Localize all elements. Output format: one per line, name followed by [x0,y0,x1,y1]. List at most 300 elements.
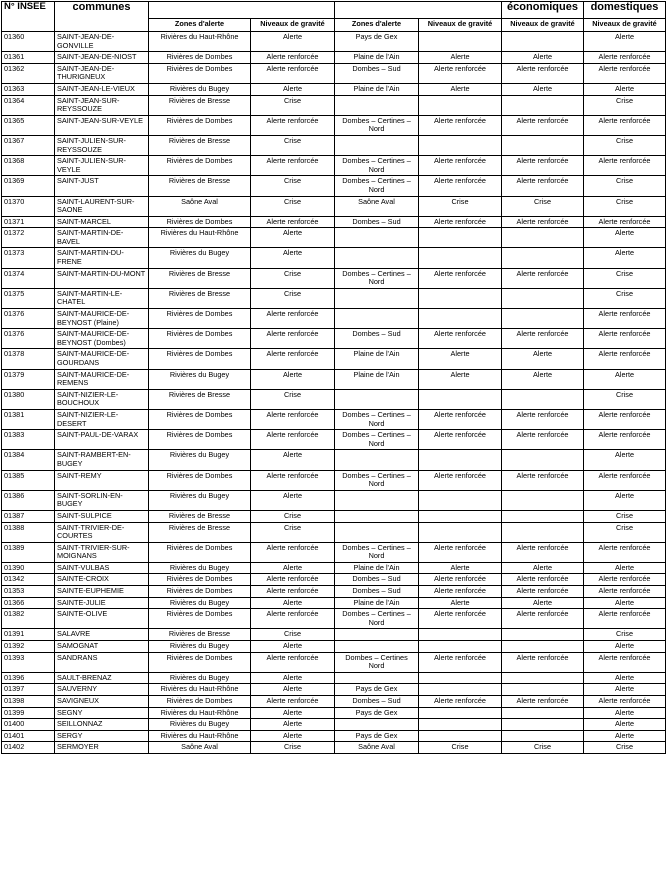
table-row [2,329,666,349]
cell-niveau-1: Alerte [251,719,335,731]
table-row [2,268,666,288]
cell-niveau-1: Crise [251,389,335,409]
table-row [2,309,666,329]
cell-code: 01387 [2,510,55,522]
cell-niveau-1: Alerte renforcée [251,652,335,672]
cell-domestiques: Crise [584,176,666,196]
cell-code: 01361 [2,52,55,64]
table-row [2,609,666,629]
cell-niveau-2 [419,510,502,522]
cell-economiques: Alerte renforcée [502,609,584,629]
table-row [2,574,666,586]
table-row [2,216,666,228]
cell-zone-1: Rivières du Bugey [149,719,251,731]
cell-zone-2 [335,641,419,653]
cell-code: 01389 [2,542,55,562]
cell-domestiques: Alerte [584,597,666,609]
cell-domestiques: Alerte [584,730,666,742]
cell-domestiques: Crise [584,288,666,308]
table-row [2,742,666,754]
table-row [2,719,666,731]
cell-zone-1: Rivières de Dombes [149,430,251,450]
cell-niveau-2: Alerte renforcée [419,652,502,672]
cell-zone-1: Rivières de Bresse [149,176,251,196]
header-niveaux-3: Niveaux de gravité [502,19,584,32]
cell-code: 01371 [2,216,55,228]
cell-zone-1: Rivières de Bresse [149,522,251,542]
cell-domestiques: Crise [584,196,666,216]
cell-zone-2: Dombes – Certines Nord [335,652,419,672]
cell-zone-2: Pays de Gex [335,730,419,742]
cell-economiques: Alerte renforcée [502,586,584,598]
cell-zone-1: Rivières du Haut-Rhône [149,707,251,719]
cell-niveau-2: Alerte renforcée [419,609,502,629]
cell-niveau-2 [419,730,502,742]
cell-niveau-1: Alerte renforcée [251,586,335,598]
cell-domestiques: Alerte [584,562,666,574]
cell-domestiques: Alerte [584,369,666,389]
cell-economiques: Crise [502,742,584,754]
cell-niveau-1: Alerte [251,32,335,52]
cell-economiques: Alerte renforcée [502,470,584,490]
table-row [2,652,666,672]
cell-domestiques: Alerte renforcée [584,542,666,562]
cell-niveau-2: Alerte renforcée [419,216,502,228]
cell-niveau-1: Alerte renforcée [251,309,335,329]
cell-economiques [502,629,584,641]
cell-economiques [502,641,584,653]
cell-zone-1: Rivières du Haut-Rhône [149,684,251,696]
table-body [2,32,666,754]
cell-zone-2: Dombes – Certines – Nord [335,156,419,176]
cell-zone-2: Dombes – Certines – Nord [335,542,419,562]
cell-zone-2 [335,490,419,510]
cell-niveau-2: Crise [419,196,502,216]
table-row [2,586,666,598]
cell-zone-1: Saône Aval [149,196,251,216]
cell-commune: SAINTE-EUPHEMIE [55,586,149,598]
cell-domestiques: Alerte [584,684,666,696]
cell-commune: SEGNY [55,707,149,719]
cell-niveau-2 [419,389,502,409]
cell-niveau-2 [419,228,502,248]
cell-zone-2 [335,510,419,522]
cell-niveau-2: Alerte [419,562,502,574]
cell-niveau-2 [419,522,502,542]
cell-economiques [502,510,584,522]
cell-niveau-2: Alerte [419,349,502,369]
cell-domestiques: Alerte renforcée [584,574,666,586]
cell-domestiques: Alerte [584,450,666,470]
table-row [2,115,666,135]
header-domestiques: domestiques [584,2,666,19]
cell-domestiques: Alerte renforcée [584,430,666,450]
table-row [2,430,666,450]
header-insee: N° INSEE [2,2,55,32]
cell-code: 01393 [2,652,55,672]
cell-economiques [502,389,584,409]
table-row [2,156,666,176]
cell-economiques: Alerte renforcée [502,542,584,562]
cell-niveau-2: Alerte renforcée [419,115,502,135]
cell-zone-1: Rivières de Dombes [149,216,251,228]
cell-zone-1: Rivières de Bresse [149,95,251,115]
cell-code: 01382 [2,609,55,629]
cell-niveau-1: Alerte renforcée [251,542,335,562]
cell-domestiques: Alerte [584,248,666,268]
cell-niveau-2 [419,719,502,731]
table-row [2,450,666,470]
cell-niveau-1: Crise [251,288,335,308]
cell-code: 01353 [2,586,55,598]
cell-code: 01367 [2,135,55,155]
cell-zone-1: Rivières de Bresse [149,268,251,288]
cell-niveau-1: Alerte [251,228,335,248]
cell-niveau-1: Crise [251,522,335,542]
cell-economiques: Alerte renforcée [502,156,584,176]
cell-economiques: Alerte renforcée [502,409,584,429]
cell-commune: SAINT-NIZIER-LE-BOUCHOUX [55,389,149,409]
cell-zone-1: Rivières de Dombes [149,156,251,176]
cell-commune: SAINT-JEAN-DE-THURIGNEUX [55,63,149,83]
cell-domestiques: Crise [584,522,666,542]
header-niveaux-2: Niveaux de gravité [419,19,502,32]
cell-zone-2 [335,389,419,409]
cell-zone-2: Dombes – Certines – Nord [335,470,419,490]
header-group-3 [149,2,335,19]
cell-niveau-2: Alerte renforcée [419,696,502,708]
table-row [2,641,666,653]
cell-economiques: Alerte [502,597,584,609]
cell-commune: SAMOGNAT [55,641,149,653]
cell-niveau-1: Crise [251,135,335,155]
cell-commune: SAUVERNY [55,684,149,696]
table-row [2,349,666,369]
cell-domestiques: Alerte [584,719,666,731]
cell-domestiques: Alerte renforcée [584,63,666,83]
cell-zone-2: Dombes – Sud [335,586,419,598]
cell-economiques [502,684,584,696]
cell-niveau-1: Crise [251,176,335,196]
table-row [2,707,666,719]
cell-niveau-2 [419,707,502,719]
cell-zone-1: Rivières de Dombes [149,470,251,490]
header-communes: communes [55,2,149,32]
table-row [2,672,666,684]
cell-code: 01398 [2,696,55,708]
cell-code: 01370 [2,196,55,216]
cell-zone-2: Saône Aval [335,196,419,216]
table-row [2,52,666,64]
cell-niveau-1: Crise [251,742,335,754]
cell-domestiques: Alerte renforcée [584,609,666,629]
cell-code: 01360 [2,32,55,52]
cell-economiques: Alerte [502,83,584,95]
cell-commune: SAINT-MAURICE-DE-REMENS [55,369,149,389]
cell-code: 01363 [2,83,55,95]
cell-economiques [502,707,584,719]
cell-niveau-1: Crise [251,268,335,288]
cell-commune: SAINTE-CROIX [55,574,149,586]
cell-zone-2 [335,719,419,731]
cell-domestiques: Crise [584,389,666,409]
cell-economiques [502,228,584,248]
cell-commune: SERMOYER [55,742,149,754]
cell-niveau-1: Alerte renforcée [251,574,335,586]
cell-zone-2: Plaine de l'Ain [335,597,419,609]
cell-commune: SAINT-JEAN-LE-VIEUX [55,83,149,95]
cell-commune: SAVIGNEUX [55,696,149,708]
cell-commune: SAINT-MAURICE-DE-GOURDANS [55,349,149,369]
cell-zone-1: Rivières de Bresse [149,288,251,308]
table-row [2,684,666,696]
cell-commune: SAINT-SORLIN-EN-BUGEY [55,490,149,510]
cell-zone-1: Rivières du Bugey [149,672,251,684]
table-row [2,135,666,155]
cell-niveau-1: Alerte renforcée [251,52,335,64]
cell-zone-2: Saône Aval [335,742,419,754]
cell-domestiques: Alerte renforcée [584,115,666,135]
cell-niveau-2: Alerte renforcée [419,63,502,83]
cell-zone-2: Plaine de l'Ain [335,83,419,95]
cell-code: 01392 [2,641,55,653]
table-row [2,288,666,308]
cell-code: 01400 [2,719,55,731]
cell-zone-2 [335,309,419,329]
cell-niveau-1: Alerte [251,641,335,653]
cell-domestiques: Crise [584,629,666,641]
cell-code: 01364 [2,95,55,115]
cell-domestiques: Crise [584,95,666,115]
cell-zone-2: Dombes – Certines – Nord [335,115,419,135]
cell-zone-1: Rivières du Haut-Rhône [149,228,251,248]
cell-zone-2: Dombes – Certines – Nord [335,609,419,629]
cell-code: 01373 [2,248,55,268]
cell-code: 01379 [2,369,55,389]
cell-domestiques: Alerte [584,32,666,52]
cell-code: 01374 [2,268,55,288]
cell-economiques [502,32,584,52]
cell-economiques [502,95,584,115]
cell-zone-2 [335,672,419,684]
cell-economiques [502,450,584,470]
cell-zone-2 [335,248,419,268]
cell-niveau-1: Alerte [251,369,335,389]
cell-domestiques: Alerte renforcée [584,409,666,429]
cell-zone-2: Dombes – Sud [335,696,419,708]
cell-commune: SAINT-NIZIER-LE-DESERT [55,409,149,429]
cell-commune: SAINTE-JULIE [55,597,149,609]
cell-niveau-1: Alerte [251,248,335,268]
cell-niveau-1: Alerte renforcée [251,216,335,228]
cell-niveau-1: Crise [251,510,335,522]
cell-niveau-2: Alerte renforcée [419,470,502,490]
cell-code: 01402 [2,742,55,754]
cell-zone-2: Dombes – Certines – Nord [335,176,419,196]
cell-niveau-1: Alerte renforcée [251,63,335,83]
cell-domestiques: Alerte renforcée [584,156,666,176]
cell-domestiques: Alerte renforcée [584,652,666,672]
cell-niveau-1: Alerte renforcée [251,156,335,176]
cell-niveau-2: Alerte renforcée [419,430,502,450]
cell-niveau-2 [419,641,502,653]
cell-economiques: Alerte renforcée [502,696,584,708]
cell-zone-1: Rivières du Bugey [149,562,251,574]
table-row [2,389,666,409]
cell-code: 01342 [2,574,55,586]
cell-commune: SEILLONNAZ [55,719,149,731]
cell-zone-1: Rivières de Dombes [149,574,251,586]
cell-zone-2: Dombes – Certines – Nord [335,268,419,288]
cell-code: 01365 [2,115,55,135]
cell-economiques: Alerte renforcée [502,430,584,450]
cell-zone-1: Rivières de Dombes [149,63,251,83]
cell-code: 01378 [2,349,55,369]
cell-economiques: Alerte renforcée [502,176,584,196]
cell-niveau-1: Alerte renforcée [251,696,335,708]
cell-economiques [502,490,584,510]
cell-code: 01399 [2,707,55,719]
cell-domestiques: Crise [584,742,666,754]
cell-code: 01380 [2,389,55,409]
cell-zone-1: Rivières de Dombes [149,609,251,629]
cell-niveau-2 [419,309,502,329]
cell-niveau-2 [419,629,502,641]
cell-economiques [502,672,584,684]
cell-code: 01368 [2,156,55,176]
cell-commune: SAINT-JEAN-DE-GONVILLE [55,32,149,52]
cell-code: 01390 [2,562,55,574]
cell-economiques: Alerte renforcée [502,652,584,672]
cell-commune: SAINT-MARTIN-DE-BAVEL [55,228,149,248]
cell-code: 01384 [2,450,55,470]
cell-commune: SAINT-TRIVIER-SUR-MOIGNANS [55,542,149,562]
cell-zone-1: Rivières de Dombes [149,349,251,369]
cell-commune: SAINT-MARTIN-DU-FRENE [55,248,149,268]
cell-zone-1: Rivières de Bresse [149,389,251,409]
cell-zone-1: Rivières du Bugey [149,490,251,510]
table-row [2,510,666,522]
cell-zone-2 [335,629,419,641]
cell-code: 01375 [2,288,55,308]
cell-niveau-1: Alerte renforcée [251,430,335,450]
cell-economiques: Alerte renforcée [502,63,584,83]
cell-commune: SAINT-RAMBERT-EN-BUGEY [55,450,149,470]
cell-niveau-1: Alerte [251,83,335,95]
cell-commune: SAINT-JULIEN-SUR-REYSSOUZE [55,135,149,155]
cell-code: 01362 [2,63,55,83]
cell-niveau-2 [419,450,502,470]
cell-commune: SAINT-PAUL-DE-VARAX [55,430,149,450]
cell-niveau-2: Alerte [419,83,502,95]
table-row [2,562,666,574]
cell-domestiques: Alerte renforcée [584,349,666,369]
cell-zone-1: Rivières de Bresse [149,510,251,522]
header-niveaux-4: Niveaux de gravité [584,19,666,32]
cell-niveau-1: Alerte renforcée [251,349,335,369]
cell-economiques [502,309,584,329]
cell-commune: SAINT-MAURICE-DE-BEYNOST (Plaine) [55,309,149,329]
cell-zone-1: Rivières de Bresse [149,135,251,155]
cell-niveau-1: Alerte renforcée [251,115,335,135]
table-row [2,369,666,389]
cell-zone-1: Rivières de Dombes [149,542,251,562]
table-row [2,597,666,609]
cell-niveau-2 [419,95,502,115]
cell-niveau-2 [419,32,502,52]
cell-domestiques: Crise [584,135,666,155]
cell-zone-1: Rivières du Haut-Rhône [149,32,251,52]
cell-commune: SALAVRE [55,629,149,641]
cell-niveau-2: Alerte [419,369,502,389]
cell-commune: SAINTE-OLIVE [55,609,149,629]
cell-niveau-1: Alerte [251,672,335,684]
cell-niveau-2: Alerte renforcée [419,409,502,429]
cell-commune: SAINT-JUST [55,176,149,196]
cell-commune: SAINT-MARTIN-LE-CHATEL [55,288,149,308]
cell-commune: SERGY [55,730,149,742]
table-row [2,63,666,83]
table-row [2,32,666,52]
cell-niveau-1: Alerte [251,730,335,742]
cell-niveau-2: Alerte renforcée [419,176,502,196]
cell-commune: SAINT-JULIEN-SUR-VEYLE [55,156,149,176]
cell-domestiques: Alerte [584,707,666,719]
cell-niveau-1: Crise [251,196,335,216]
table-row [2,228,666,248]
cell-commune: SAINT-REMY [55,470,149,490]
cell-economiques: Alerte [502,52,584,64]
cell-zone-2: Dombes – Certines – Nord [335,430,419,450]
cell-zone-1: Rivières de Dombes [149,696,251,708]
table-row [2,409,666,429]
cell-zone-2: Dombes – Sud [335,216,419,228]
cell-economiques: Alerte [502,369,584,389]
cell-economiques: Alerte [502,349,584,369]
cell-niveau-2: Alerte renforcée [419,268,502,288]
cell-zone-2: Pays de Gex [335,32,419,52]
cell-niveau-2: Alerte renforcée [419,542,502,562]
cell-zone-1: Rivières du Bugey [149,248,251,268]
cell-domestiques: Alerte renforcée [584,586,666,598]
cell-domestiques: Alerte renforcée [584,329,666,349]
cell-niveau-2 [419,135,502,155]
table-row [2,176,666,196]
cell-code: 01397 [2,684,55,696]
cell-domestiques: Crise [584,268,666,288]
cell-code: 01381 [2,409,55,429]
cell-zone-1: Rivières de Dombes [149,115,251,135]
cell-zone-2: Plaine de l'Ain [335,52,419,64]
cell-commune: SAINT-TRIVIER-DE-COURTES [55,522,149,542]
cell-zone-1: Saône Aval [149,742,251,754]
cell-zone-2: Dombes – Sud [335,63,419,83]
cell-zone-1: Rivières de Dombes [149,329,251,349]
cell-commune: SAINT-VULBAS [55,562,149,574]
cell-economiques: Alerte renforcée [502,574,584,586]
cell-domestiques: Alerte renforcée [584,470,666,490]
cell-niveau-1: Alerte renforcée [251,409,335,429]
cell-economiques: Alerte renforcée [502,268,584,288]
cell-niveau-2: Alerte renforcée [419,574,502,586]
cell-domestiques: Alerte [584,83,666,95]
cell-niveau-1: Alerte renforcée [251,329,335,349]
cell-commune: SAULT-BRENAZ [55,672,149,684]
cell-zone-1: Rivières de Dombes [149,586,251,598]
cell-niveau-1: Crise [251,95,335,115]
cell-niveau-1: Alerte [251,562,335,574]
cell-domestiques: Alerte [584,672,666,684]
